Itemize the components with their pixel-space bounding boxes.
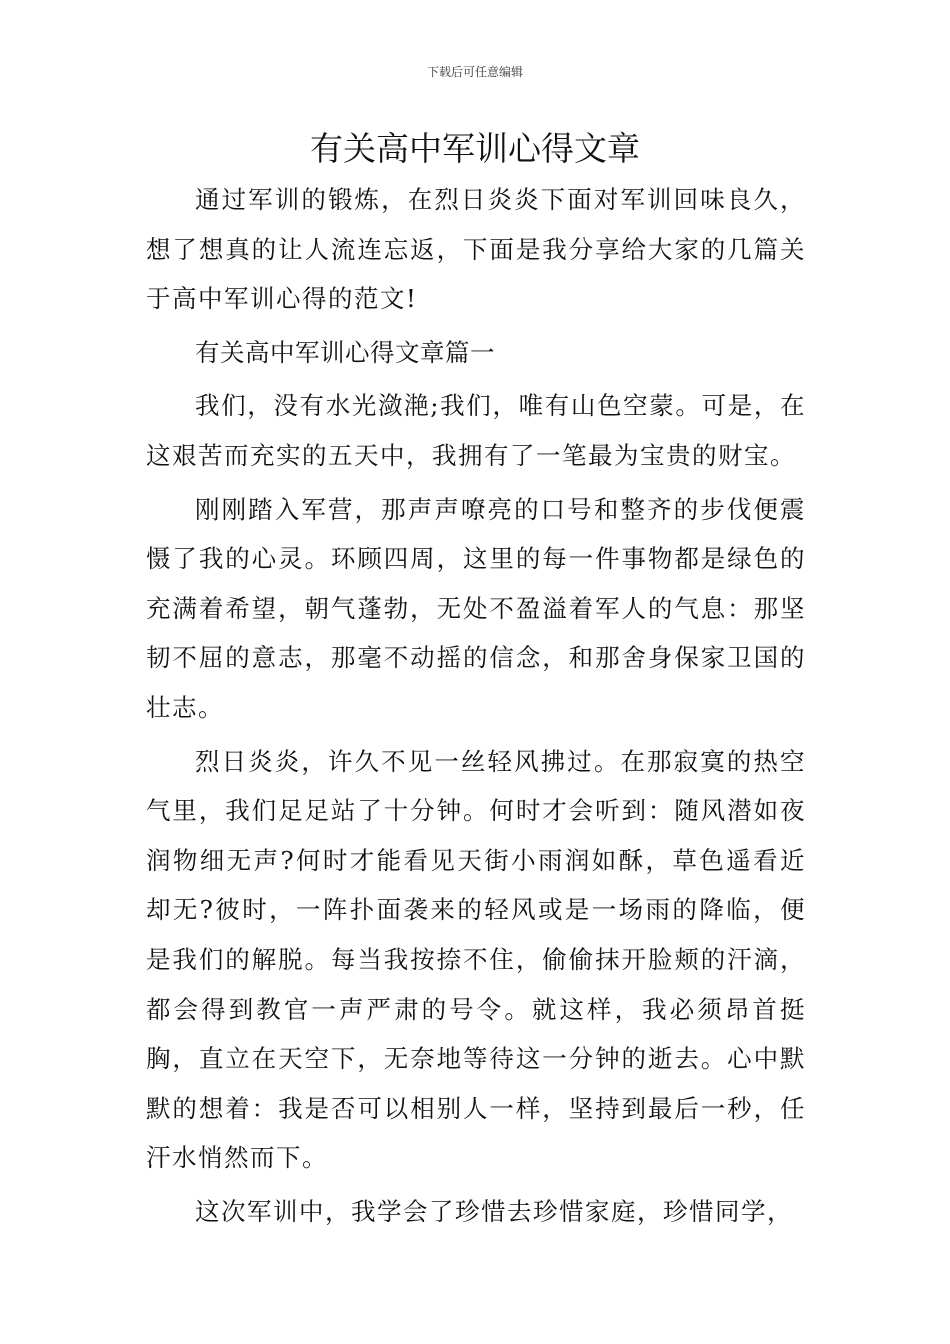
- document-body: [146, 175, 806, 1236]
- section-heading: 有关高中军训心得文章篇一: [195, 337, 495, 367]
- document-title: 有关高中军训心得文章: [310, 129, 640, 168]
- body-paragraph: 烈日炎炎，许久不见一丝轻风拂过。在那寂寞的热空气里，我们足足站了十分钟。何时才会听到：随风潜如夜润物细无声?何时才能看见天街小雨润如酥，草色遥看近却无?彼时，一阵扑面袭来的轻风或是一场雨的降临，便是我们的解脱。每当我按捺不住，偷偷抹开脸颊的汗滴，都会得到教官一声严肃的号令。就这样，我必须昂首挺胸，直立在天空下，无奈地等待这一分钟的逝去。心中默默的想着：我是否可以相别人一样，坚持到最后一秒，任汗水悄然而下。: [146, 746, 806, 1173]
- header-note: 下载后可任意编辑: [426, 65, 523, 79]
- intro-paragraph: 通过军训的锻炼，在烈日炎炎下面对军训回味良久，想了想真的让人流连忘返，下面是我分享给大家的几篇关于高中军训心得的范文!: [146, 185, 806, 314]
- body-paragraph: 刚刚踏入军营，那声声嘹亮的口号和整齐的步伐便震慑了我的心灵。环顾四周，这里的每一件事物都是绿色的充满着希望，朝气蓬勃，无处不盈溢着军人的气息：那坚韧不屈的意志，那毫不动摇的信念，和那舍身保家卫国的壮志。: [146, 494, 806, 722]
- body-paragraph: 这次军训中，我学会了珍惜去珍惜家庭，珍惜同学，: [195, 1196, 793, 1226]
- body-paragraph: 我们，没有水光潋滟;我们，唯有山色空蒙。可是，在这艰苦而充实的五天中，我拥有了一笔最为宝贵的财宝。: [146, 391, 806, 470]
